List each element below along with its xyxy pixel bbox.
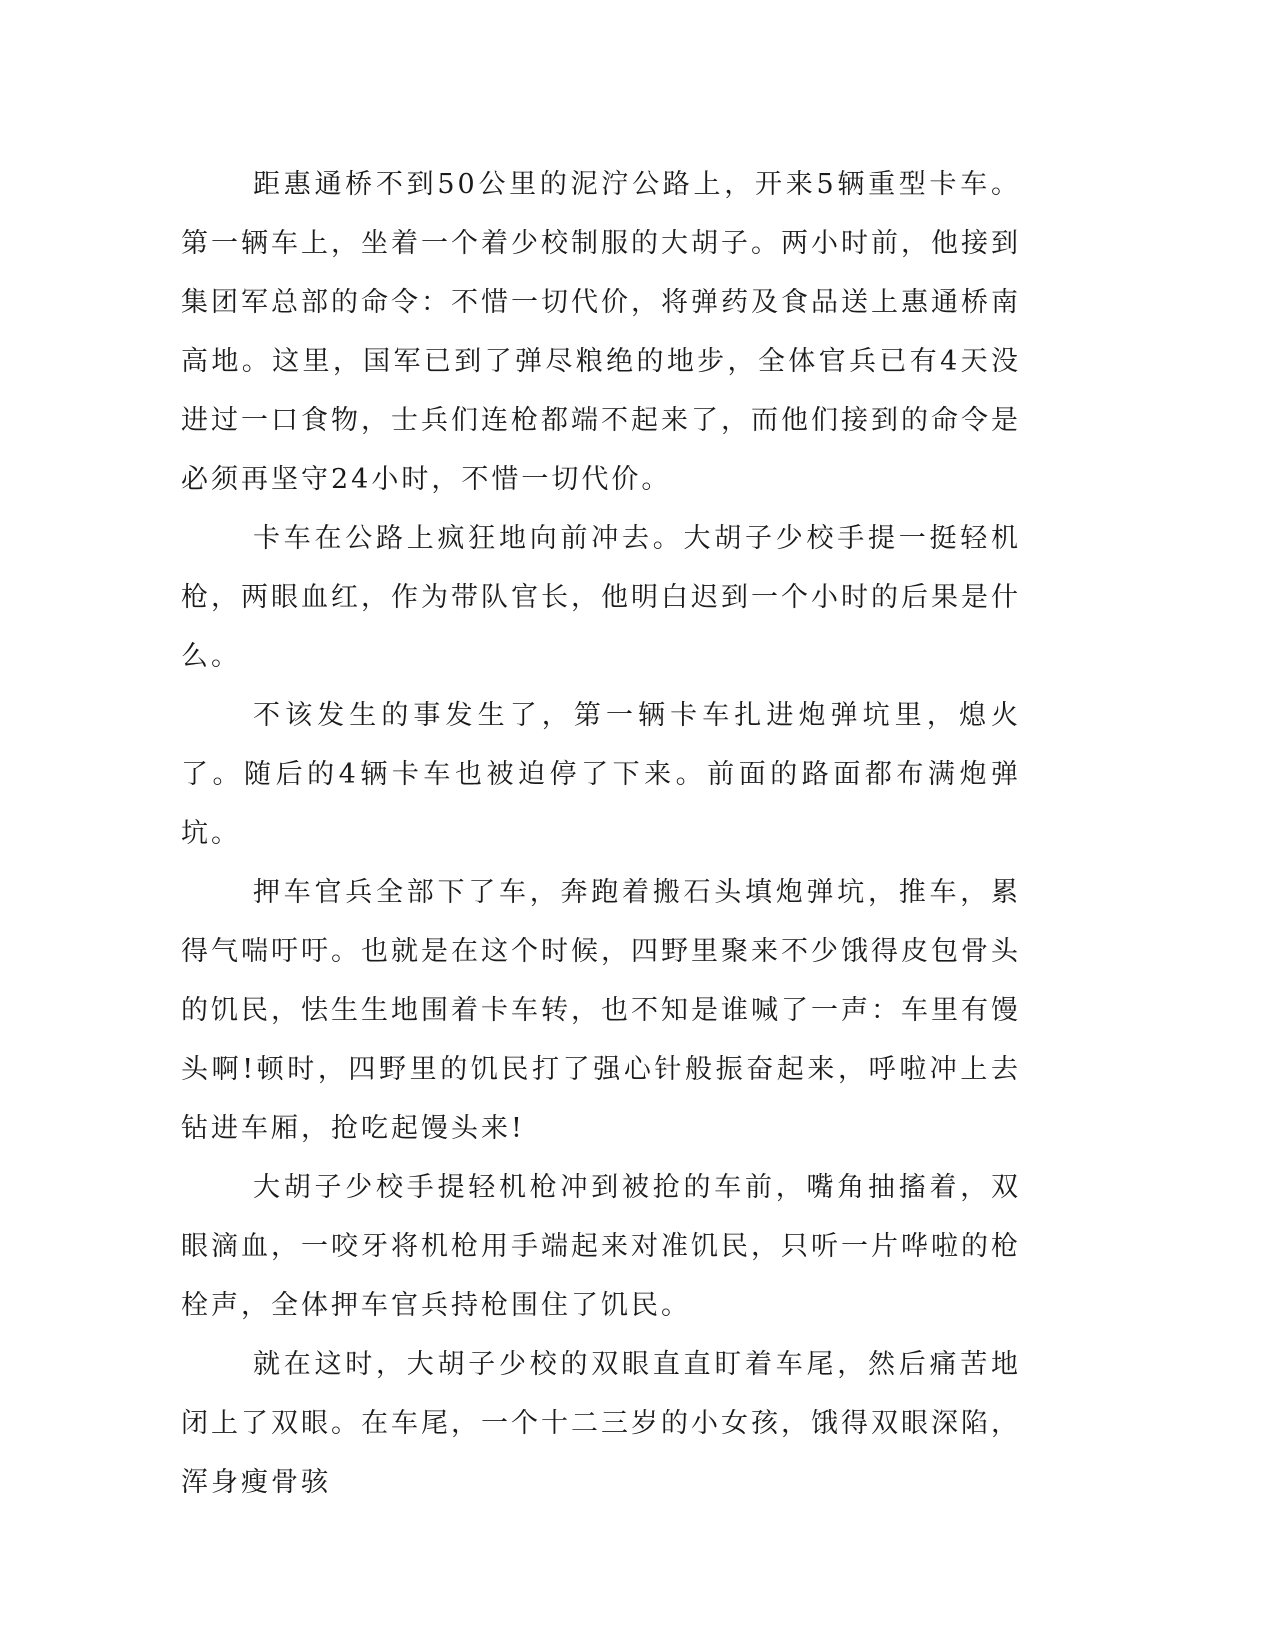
paragraph-6: 就在这时，大胡子少校的双眼直直盯着车尾，然后痛苦地闭上了双眼。在车尾，一个十二三岁的小女孩，饿得双眼深陷，浑身瘦骨骇 [181, 1349, 1021, 1498]
paragraph-5: 大胡子少校手提轻机枪冲到被抢的车前，嘴角抽搐着，双眼滴血，一咬牙将机枪用手端起来对准饥民，只听一片哗啦的枪栓声，全体押车官兵持枪围住了饥民。 [181, 1172, 1021, 1321]
document-body [181, 155, 1021, 1512]
paragraph-2: 卡车在公路上疯狂地向前冲去。大胡子少校手提一挺轻机枪，两眼血红，作为带队官长，他明白迟到一个小时的后果是什么。 [181, 523, 1021, 672]
paragraph-1: 距惠通桥不到50公里的泥泞公路上，开来5辆重型卡车。第一辆车上，坐着一个着少校制服的大胡子。两小时前，他接到集团军总部的命令：不惜一切代价，将弹药及食品送上惠通桥南高地。这里，国军已到了弹尽粮绝的地步，全体官兵已有4天没进过一口食物，士兵们连枪都端不起来了，而他们接到的命令是必须再坚守24小时，不惜一切代价。 [181, 169, 1021, 495]
paragraph-4: 押车官兵全部下了车，奔跑着搬石头填炮弹坑，推车，累得气喘吁吁。也就是在这个时候，四野里聚来不少饿得皮包骨头的饥民，怯生生地围着卡车转，也不知是谁喊了一声：车里有馒头啊!顿时，四野里的饥民打了强心针般振奋起来，呼啦冲上去钻进车厢，抢吃起馒头来! [181, 877, 1021, 1144]
paragraph-3: 不该发生的事发生了，第一辆卡车扎进炮弹坑里，熄火了。随后的4辆卡车也被迫停了下来。前面的路面都布满炮弹坑。 [181, 700, 1021, 849]
